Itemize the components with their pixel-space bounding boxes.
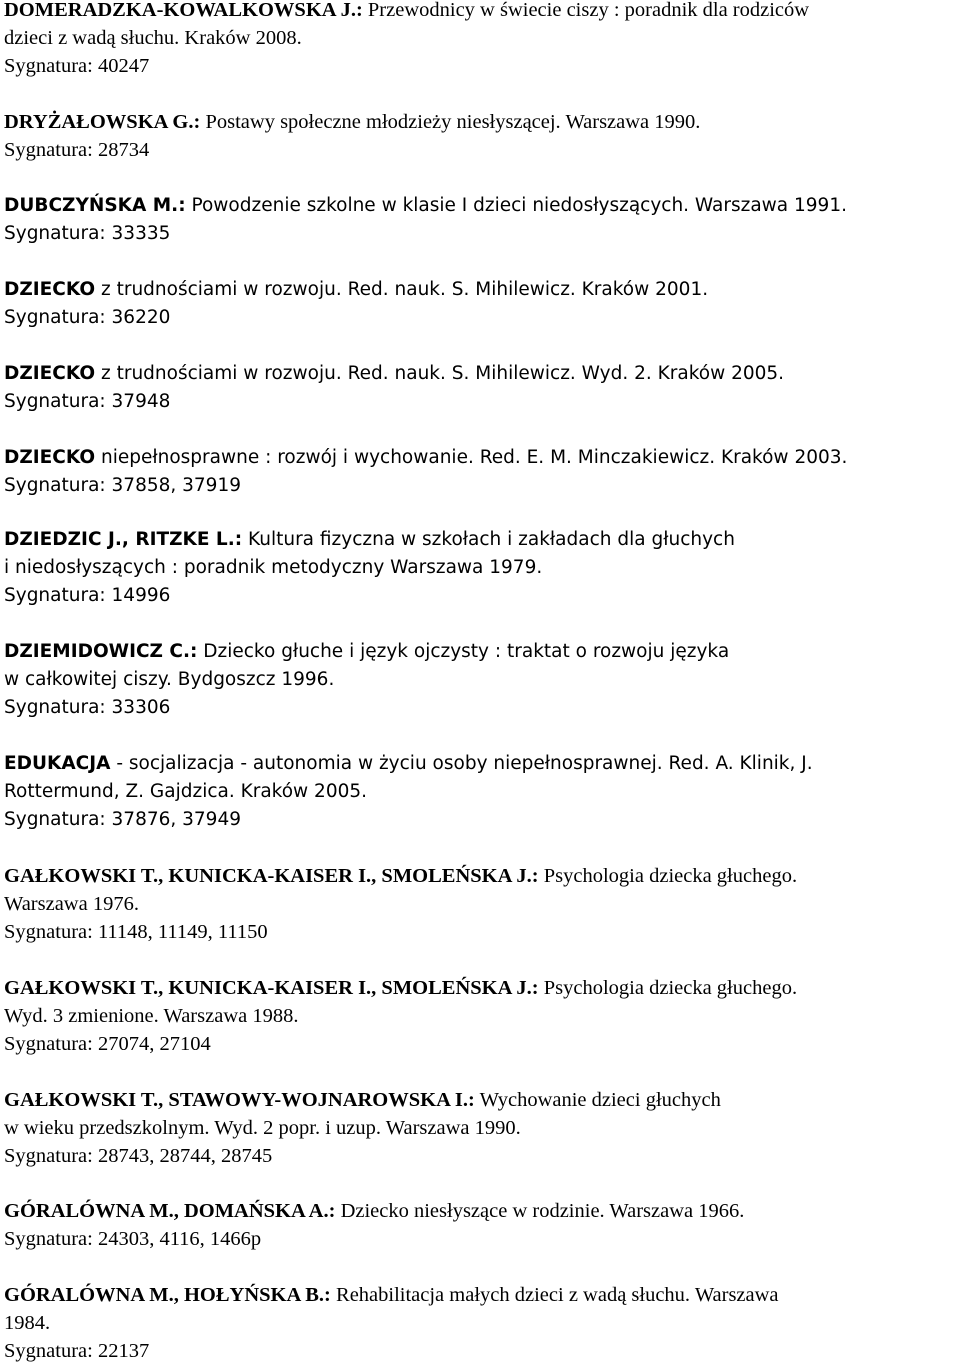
entry-signature: Sygnatura: 33335 — [4, 223, 171, 244]
entry-title: Kultura fizyczna w szkołach i zakładach dla głuchych — [242, 529, 735, 550]
entry-title: Psychologia dziecka głuchego. — [538, 977, 798, 999]
entry-author: GÓRALÓWNA M., DOMAŃSKA A.: — [4, 1200, 336, 1222]
bibliography-entry — [4, 108, 954, 164]
entry-title-continued: 1984. — [4, 1312, 51, 1334]
entry-signature: Sygnatura: 24303, 4116, 1466p — [4, 1228, 262, 1250]
entry-signature: Sygnatura: 22137 — [4, 1340, 150, 1362]
entry-signature: Sygnatura: 37948 — [4, 391, 171, 412]
entry-title: Postawy społeczne młodzieży niesłyszącej. Warszawa 1990. — [200, 111, 701, 133]
entry-author: GÓRALÓWNA M., HOŁYŃSKA B.: — [4, 1284, 331, 1306]
entry-author: DZIEMIDOWICZ C.: — [4, 641, 198, 662]
bibliography-entry — [4, 0, 954, 80]
bibliography-entry — [4, 862, 954, 946]
entry-signature: Sygnatura: 14996 — [4, 585, 171, 606]
entry-signature: Sygnatura: 37858, 37919 — [4, 475, 241, 496]
entry-title-continued: w całkowitej ciszy. Bydgoszcz 1996. — [4, 669, 335, 690]
bibliography-entry — [4, 1086, 954, 1170]
entry-signature: Sygnatura: 27074, 27104 — [4, 1033, 211, 1055]
bibliography-entry — [4, 974, 954, 1058]
entry-signature: Sygnatura: 28734 — [4, 139, 150, 161]
bibliography-entry — [4, 276, 954, 332]
entry-author: DUBCZYŃSKA M.: — [4, 195, 186, 216]
entry-title: Rehabilitacja małych dzieci z wadą słuchu. Warszawa — [330, 1284, 779, 1306]
entry-title: niepełnosprawne : rozwój i wychowanie. Red. E. M. Minczakiewicz. Kraków 2003. — [95, 447, 848, 468]
bibliography-entry — [4, 638, 954, 722]
entry-signature: Sygnatura: 11148, 11149, 11150 — [4, 921, 268, 943]
entry-title-continued: Warszawa 1976. — [4, 893, 139, 915]
entry-signature: Sygnatura: 28743, 28744, 28745 — [4, 1145, 273, 1167]
bibliography-entry — [4, 1281, 954, 1365]
entry-author: DRYŻAŁOWSKA G.: — [4, 111, 201, 133]
entry-signature: Sygnatura: 37876, 37949 — [4, 809, 241, 830]
entry-signature: Sygnatura: 36220 — [4, 307, 171, 328]
entry-author: GAŁKOWSKI T., KUNICKA-KAISER I., SMOLEŃSKA J.: — [4, 865, 539, 887]
entry-title-continued: dzieci z wadą słuchu. Kraków 2008. — [4, 27, 302, 49]
entry-author: DZIECKO — [4, 279, 96, 300]
entry-author: DZIECKO — [4, 363, 96, 384]
entry-title: Dziecko głuche i język ojczysty : traktat o rozwoju języka — [197, 641, 730, 662]
bibliography-entry — [4, 1197, 954, 1253]
entry-title-continued: i niedosłyszących : poradnik metodyczny Warszawa 1979. — [4, 557, 543, 578]
entry-author: GAŁKOWSKI T., KUNICKA-KAISER I., SMOLEŃSKA J.: — [4, 977, 539, 999]
entry-title: Dziecko niesłyszące w rodzinie. Warszawa 1966. — [335, 1200, 745, 1222]
entry-title: z trudnościami w rozwoju. Red. nauk. S. Mihilewicz. Kraków 2001. — [95, 279, 709, 300]
entry-author: GAŁKOWSKI T., STAWOWY-WOJNAROWSKA I.: — [4, 1089, 475, 1111]
bibliography-entry — [4, 360, 954, 416]
entry-title: - socjalizacja - autonomia w życiu osoby niepełnosprawnej. Red. A. Klinik, J. — [110, 753, 813, 774]
entry-title: Psychologia dziecka głuchego. — [538, 865, 798, 887]
entry-title: z trudnościami w rozwoju. Red. nauk. S. Mihilewicz. Wyd. 2. Kraków 2005. — [95, 363, 785, 384]
entry-author: DZIECKO — [4, 447, 96, 468]
entry-title: Powodzenie szkolne w klasie I dzieci niedosłyszących. Warszawa 1991. — [185, 195, 847, 216]
entry-title-continued: w wieku przedszkolnym. Wyd. 2 popr. i uzup. Warszawa 1990. — [4, 1117, 521, 1139]
bibliography-entry — [4, 750, 954, 834]
entry-title-continued: Rottermund, Z. Gajdzica. Kraków 2005. — [4, 781, 368, 802]
entry-title-continued: Wyd. 3 zmienione. Warszawa 1988. — [4, 1005, 299, 1027]
entry-author: DOMERADZKA-KOWALKOWSKA J.: — [4, 0, 363, 21]
entry-title: Przewodnicy w świecie ciszy : poradnik dla rodziców — [362, 0, 810, 21]
bibliography-entry — [4, 192, 954, 248]
entry-signature: Sygnatura: 33306 — [4, 697, 171, 718]
bibliography-entry — [4, 444, 954, 500]
entry-title: Wychowanie dzieci głuchych — [474, 1089, 721, 1111]
bibliography-entry — [4, 526, 954, 610]
entry-author: DZIEDZIC J., RITZKE L.: — [4, 529, 243, 550]
entry-author: EDUKACJA — [4, 753, 111, 774]
entry-signature: Sygnatura: 40247 — [4, 55, 150, 77]
